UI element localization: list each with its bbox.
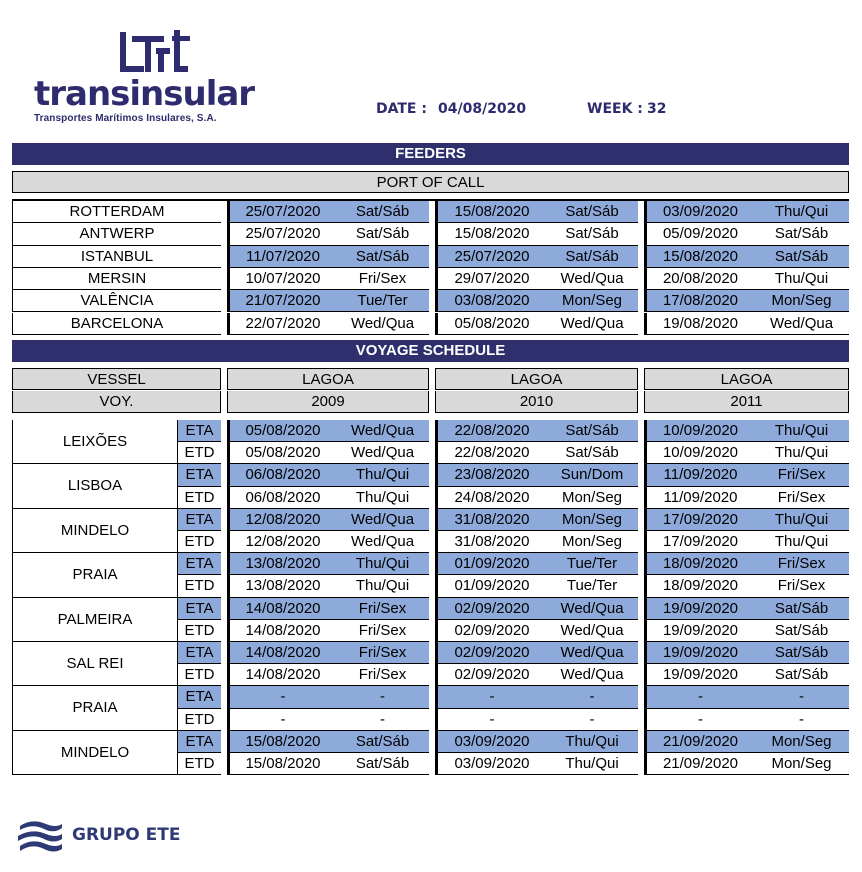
schedule-eta-date: 06/08/2020 bbox=[227, 464, 336, 486]
schedule-etd-day: Thu/Qui bbox=[336, 487, 429, 509]
schedule-etd-day: Sat/Sáb bbox=[336, 753, 429, 775]
schedule-eta-day: Mon/Seg bbox=[754, 731, 849, 753]
schedule-eta-date: 18/09/2020 bbox=[644, 553, 754, 575]
feeder-call-date: 21/07/2020 bbox=[227, 290, 336, 312]
feeder-call-day: Thu/Qui bbox=[754, 268, 849, 290]
schedule-etd-date: 02/09/2020 bbox=[435, 620, 546, 642]
feeder-call-day: Sat/Sáb bbox=[336, 246, 429, 268]
schedule-eta-date: 02/09/2020 bbox=[435, 598, 546, 620]
group-name: GRUPO ETE bbox=[72, 825, 181, 845]
feeder-call-day: Sat/Sáb bbox=[754, 223, 849, 245]
etd-label: ETD bbox=[177, 531, 221, 553]
schedule-eta-day: Wed/Qua bbox=[336, 509, 429, 531]
voyage-number-label: VOY. bbox=[12, 391, 221, 413]
schedule-etd-date: 02/09/2020 bbox=[435, 664, 546, 686]
feeder-call-date: 20/08/2020 bbox=[644, 268, 754, 290]
schedule-etd-date: 13/08/2020 bbox=[227, 575, 336, 597]
schedule-eta-date: - bbox=[227, 686, 336, 708]
schedule-eta-date: 01/09/2020 bbox=[435, 553, 546, 575]
vessel-name: LAGOA bbox=[435, 368, 638, 390]
schedule-etd-date: 15/08/2020 bbox=[227, 753, 336, 775]
schedule-etd-day: Mon/Seg bbox=[546, 487, 638, 509]
schedule-etd-date: 05/08/2020 bbox=[227, 442, 336, 464]
date-label: DATE : bbox=[376, 101, 427, 117]
schedule-eta-date: 03/09/2020 bbox=[435, 731, 546, 753]
schedule-eta-date: 02/09/2020 bbox=[435, 642, 546, 664]
feeder-port-name: ISTANBUL bbox=[12, 246, 221, 268]
schedule-etd-date: - bbox=[644, 709, 754, 731]
vessel-label: VESSEL bbox=[12, 368, 221, 390]
feeder-call-day: Sat/Sáb bbox=[546, 246, 638, 268]
brand-name: transinsular bbox=[34, 74, 255, 114]
feeder-port-name: ROTTERDAM bbox=[12, 201, 221, 223]
feeder-call-date: 05/08/2020 bbox=[435, 313, 546, 335]
feeder-call-date: 25/07/2020 bbox=[227, 223, 336, 245]
schedule-eta-date: 22/08/2020 bbox=[435, 420, 546, 442]
schedule-etd-day: Mon/Seg bbox=[546, 531, 638, 553]
schedule-eta-date: 13/08/2020 bbox=[227, 553, 336, 575]
feeder-port-name: VALÊNCIA bbox=[12, 290, 221, 312]
schedule-port-name: PALMEIRA bbox=[12, 598, 177, 642]
feeder-call-date: 22/07/2020 bbox=[227, 313, 336, 335]
schedule-eta-date: 14/08/2020 bbox=[227, 598, 336, 620]
schedule-etd-day: - bbox=[754, 709, 849, 731]
eta-label: ETA bbox=[177, 686, 221, 708]
schedule-eta-day: Wed/Qua bbox=[546, 598, 638, 620]
schedule-etd-day: Sat/Sáb bbox=[754, 620, 849, 642]
voyage-number: 2009 bbox=[227, 391, 429, 413]
schedule-port-name: SAL REI bbox=[12, 642, 177, 686]
feeder-call-date: 05/09/2020 bbox=[644, 223, 754, 245]
eta-label: ETA bbox=[177, 420, 221, 442]
schedule-eta-date: 10/09/2020 bbox=[644, 420, 754, 442]
schedule-etd-date: 11/09/2020 bbox=[644, 487, 754, 509]
schedule-etd-day: - bbox=[546, 709, 638, 731]
feeders-title: FEEDERS bbox=[12, 143, 849, 165]
eta-label: ETA bbox=[177, 553, 221, 575]
voyage-number: 2011 bbox=[644, 391, 849, 413]
schedule-etd-day: Wed/Qua bbox=[546, 664, 638, 686]
schedule-eta-date: 31/08/2020 bbox=[435, 509, 546, 531]
schedule-port-name: LISBOA bbox=[12, 464, 177, 508]
feeder-call-day: Mon/Seg bbox=[754, 290, 849, 312]
schedule-eta-date: - bbox=[435, 686, 546, 708]
schedule-eta-day: Wed/Qua bbox=[546, 642, 638, 664]
schedule-etd-date: 21/09/2020 bbox=[644, 753, 754, 775]
schedule-eta-day: Mon/Seg bbox=[546, 509, 638, 531]
feeder-call-day: Wed/Qua bbox=[754, 313, 849, 335]
voyage-number: 2010 bbox=[435, 391, 638, 413]
feeder-call-day: Sat/Sáb bbox=[336, 201, 429, 223]
schedule-etd-date: 03/09/2020 bbox=[435, 753, 546, 775]
schedule-port-name: PRAIA bbox=[12, 553, 177, 597]
schedule-eta-date: 15/08/2020 bbox=[227, 731, 336, 753]
schedule-etd-day: Sat/Sáb bbox=[546, 442, 638, 464]
schedule-eta-day: Sat/Sáb bbox=[754, 598, 849, 620]
schedule-etd-date: 06/08/2020 bbox=[227, 487, 336, 509]
feeder-call-day: Sat/Sáb bbox=[754, 246, 849, 268]
eta-label: ETA bbox=[177, 598, 221, 620]
schedule-etd-day: Fri/Sex bbox=[754, 487, 849, 509]
schedule-eta-day: - bbox=[754, 686, 849, 708]
etd-label: ETD bbox=[177, 664, 221, 686]
schedule-eta-day: Fri/Sex bbox=[336, 642, 429, 664]
schedule-etd-day: Thu/Qui bbox=[754, 531, 849, 553]
feeder-call-day: Sat/Sáb bbox=[336, 223, 429, 245]
schedule-port-name: MINDELO bbox=[12, 509, 177, 553]
feeder-call-day: Wed/Qua bbox=[546, 268, 638, 290]
schedule-etd-day: Tue/Ter bbox=[546, 575, 638, 597]
schedule-eta-day: Thu/Qui bbox=[336, 553, 429, 575]
feeder-call-day: Fri/Sex bbox=[336, 268, 429, 290]
voyage-schedule-title: VOYAGE SCHEDULE bbox=[12, 340, 849, 362]
schedule-etd-day: Wed/Qua bbox=[546, 620, 638, 642]
feeder-call-date: 03/08/2020 bbox=[435, 290, 546, 312]
schedule-etd-date: 19/09/2020 bbox=[644, 620, 754, 642]
schedule-etd-date: 12/08/2020 bbox=[227, 531, 336, 553]
schedule-etd-date: 14/08/2020 bbox=[227, 620, 336, 642]
schedule-etd-day: Thu/Qui bbox=[336, 575, 429, 597]
feeder-call-day: Mon/Seg bbox=[546, 290, 638, 312]
schedule-eta-day: Sat/Sáb bbox=[754, 642, 849, 664]
schedule-etd-date: 17/09/2020 bbox=[644, 531, 754, 553]
schedule-port-name: MINDELO bbox=[12, 731, 177, 775]
schedule-etd-day: Wed/Qua bbox=[336, 531, 429, 553]
schedule-etd-date: 19/09/2020 bbox=[644, 664, 754, 686]
eta-label: ETA bbox=[177, 642, 221, 664]
schedule-eta-date: - bbox=[644, 686, 754, 708]
feeder-call-date: 29/07/2020 bbox=[435, 268, 546, 290]
feeder-call-day: Wed/Qua bbox=[546, 313, 638, 335]
feeder-call-date: 17/08/2020 bbox=[644, 290, 754, 312]
feeder-call-date: 25/07/2020 bbox=[227, 201, 336, 223]
feeder-call-date: 15/08/2020 bbox=[644, 246, 754, 268]
schedule-eta-day: Sun/Dom bbox=[546, 464, 638, 486]
schedule-eta-day: Fri/Sex bbox=[336, 598, 429, 620]
feeder-call-date: 15/08/2020 bbox=[435, 223, 546, 245]
feeder-call-date: 11/07/2020 bbox=[227, 246, 336, 268]
feeder-call-date: 10/07/2020 bbox=[227, 268, 336, 290]
schedule-eta-date: 19/09/2020 bbox=[644, 598, 754, 620]
feeder-call-date: 15/08/2020 bbox=[435, 201, 546, 223]
schedule-etd-day: Thu/Qui bbox=[546, 753, 638, 775]
grupo-ete-wave-icon bbox=[16, 816, 64, 858]
etd-label: ETD bbox=[177, 442, 221, 464]
schedule-eta-date: 14/08/2020 bbox=[227, 642, 336, 664]
schedule-port-name: LEIXÕES bbox=[12, 420, 177, 464]
schedule-etd-day: Thu/Qui bbox=[754, 442, 849, 464]
port-of-call-header: PORT OF CALL bbox=[12, 171, 849, 193]
schedule-eta-day: - bbox=[546, 686, 638, 708]
schedule-eta-day: Sat/Sáb bbox=[336, 731, 429, 753]
schedule-eta-date: 19/09/2020 bbox=[644, 642, 754, 664]
feeder-call-date: 25/07/2020 bbox=[435, 246, 546, 268]
feeder-port-name: ANTWERP bbox=[12, 223, 221, 245]
schedule-etd-day: Sat/Sáb bbox=[754, 664, 849, 686]
etd-label: ETD bbox=[177, 575, 221, 597]
feeder-call-day: Sat/Sáb bbox=[546, 201, 638, 223]
schedule-eta-day: Fri/Sex bbox=[754, 464, 849, 486]
schedule-eta-day: Tue/Ter bbox=[546, 553, 638, 575]
eta-label: ETA bbox=[177, 464, 221, 486]
etd-label: ETD bbox=[177, 620, 221, 642]
schedule-eta-day: Thu/Qui bbox=[336, 464, 429, 486]
feeder-call-day: Thu/Qui bbox=[754, 201, 849, 223]
schedule-eta-date: 05/08/2020 bbox=[227, 420, 336, 442]
schedule-etd-date: 24/08/2020 bbox=[435, 487, 546, 509]
week-label: WEEK : bbox=[587, 101, 643, 117]
schedule-etd-date: 14/08/2020 bbox=[227, 664, 336, 686]
schedule-eta-day: Thu/Qui bbox=[754, 420, 849, 442]
schedule-etd-date: 10/09/2020 bbox=[644, 442, 754, 464]
schedule-etd-day: Mon/Seg bbox=[754, 753, 849, 775]
schedule-eta-date: 23/08/2020 bbox=[435, 464, 546, 486]
schedule-eta-day: - bbox=[336, 686, 429, 708]
schedule-eta-day: Fri/Sex bbox=[754, 553, 849, 575]
schedule-etd-date: - bbox=[435, 709, 546, 731]
schedule-eta-date: 11/09/2020 bbox=[644, 464, 754, 486]
schedule-etd-date: 01/09/2020 bbox=[435, 575, 546, 597]
feeder-call-date: 03/09/2020 bbox=[644, 201, 754, 223]
schedule-eta-date: 12/08/2020 bbox=[227, 509, 336, 531]
schedule-etd-date: 18/09/2020 bbox=[644, 575, 754, 597]
etd-label: ETD bbox=[177, 487, 221, 509]
feeder-call-day: Tue/Ter bbox=[336, 290, 429, 312]
schedule-etd-day: Wed/Qua bbox=[336, 442, 429, 464]
brand-tagline: Transportes Marítimos Insulares, S.A. bbox=[34, 113, 217, 124]
feeder-call-day: Wed/Qua bbox=[336, 313, 429, 335]
eta-label: ETA bbox=[177, 509, 221, 531]
etd-label: ETD bbox=[177, 709, 221, 731]
schedule-eta-day: Thu/Qui bbox=[546, 731, 638, 753]
schedule-etd-date: 31/08/2020 bbox=[435, 531, 546, 553]
feeder-call-day: Sat/Sáb bbox=[546, 223, 638, 245]
schedule-eta-day: Wed/Qua bbox=[336, 420, 429, 442]
schedule-etd-day: Fri/Sex bbox=[754, 575, 849, 597]
schedule-etd-day: Fri/Sex bbox=[336, 620, 429, 642]
schedule-etd-date: - bbox=[227, 709, 336, 731]
vessel-name: LAGOA bbox=[227, 368, 429, 390]
ti-logo-icon bbox=[118, 26, 194, 78]
eta-label: ETA bbox=[177, 731, 221, 753]
vessel-name: LAGOA bbox=[644, 368, 849, 390]
schedule-etd-day: Fri/Sex bbox=[336, 664, 429, 686]
feeder-port-name: BARCELONA bbox=[12, 313, 221, 335]
date-value: 04/08/2020 bbox=[438, 101, 527, 117]
schedule-eta-date: 21/09/2020 bbox=[644, 731, 754, 753]
schedule-etd-date: 22/08/2020 bbox=[435, 442, 546, 464]
feeder-port-name: MERSIN bbox=[12, 268, 221, 290]
etd-label: ETD bbox=[177, 753, 221, 775]
feeder-call-date: 19/08/2020 bbox=[644, 313, 754, 335]
week-value: 32 bbox=[647, 101, 667, 117]
schedule-etd-day: - bbox=[336, 709, 429, 731]
schedule-port-name: PRAIA bbox=[12, 686, 177, 730]
schedule-eta-day: Sat/Sáb bbox=[546, 420, 638, 442]
schedule-eta-day: Thu/Qui bbox=[754, 509, 849, 531]
schedule-eta-date: 17/09/2020 bbox=[644, 509, 754, 531]
